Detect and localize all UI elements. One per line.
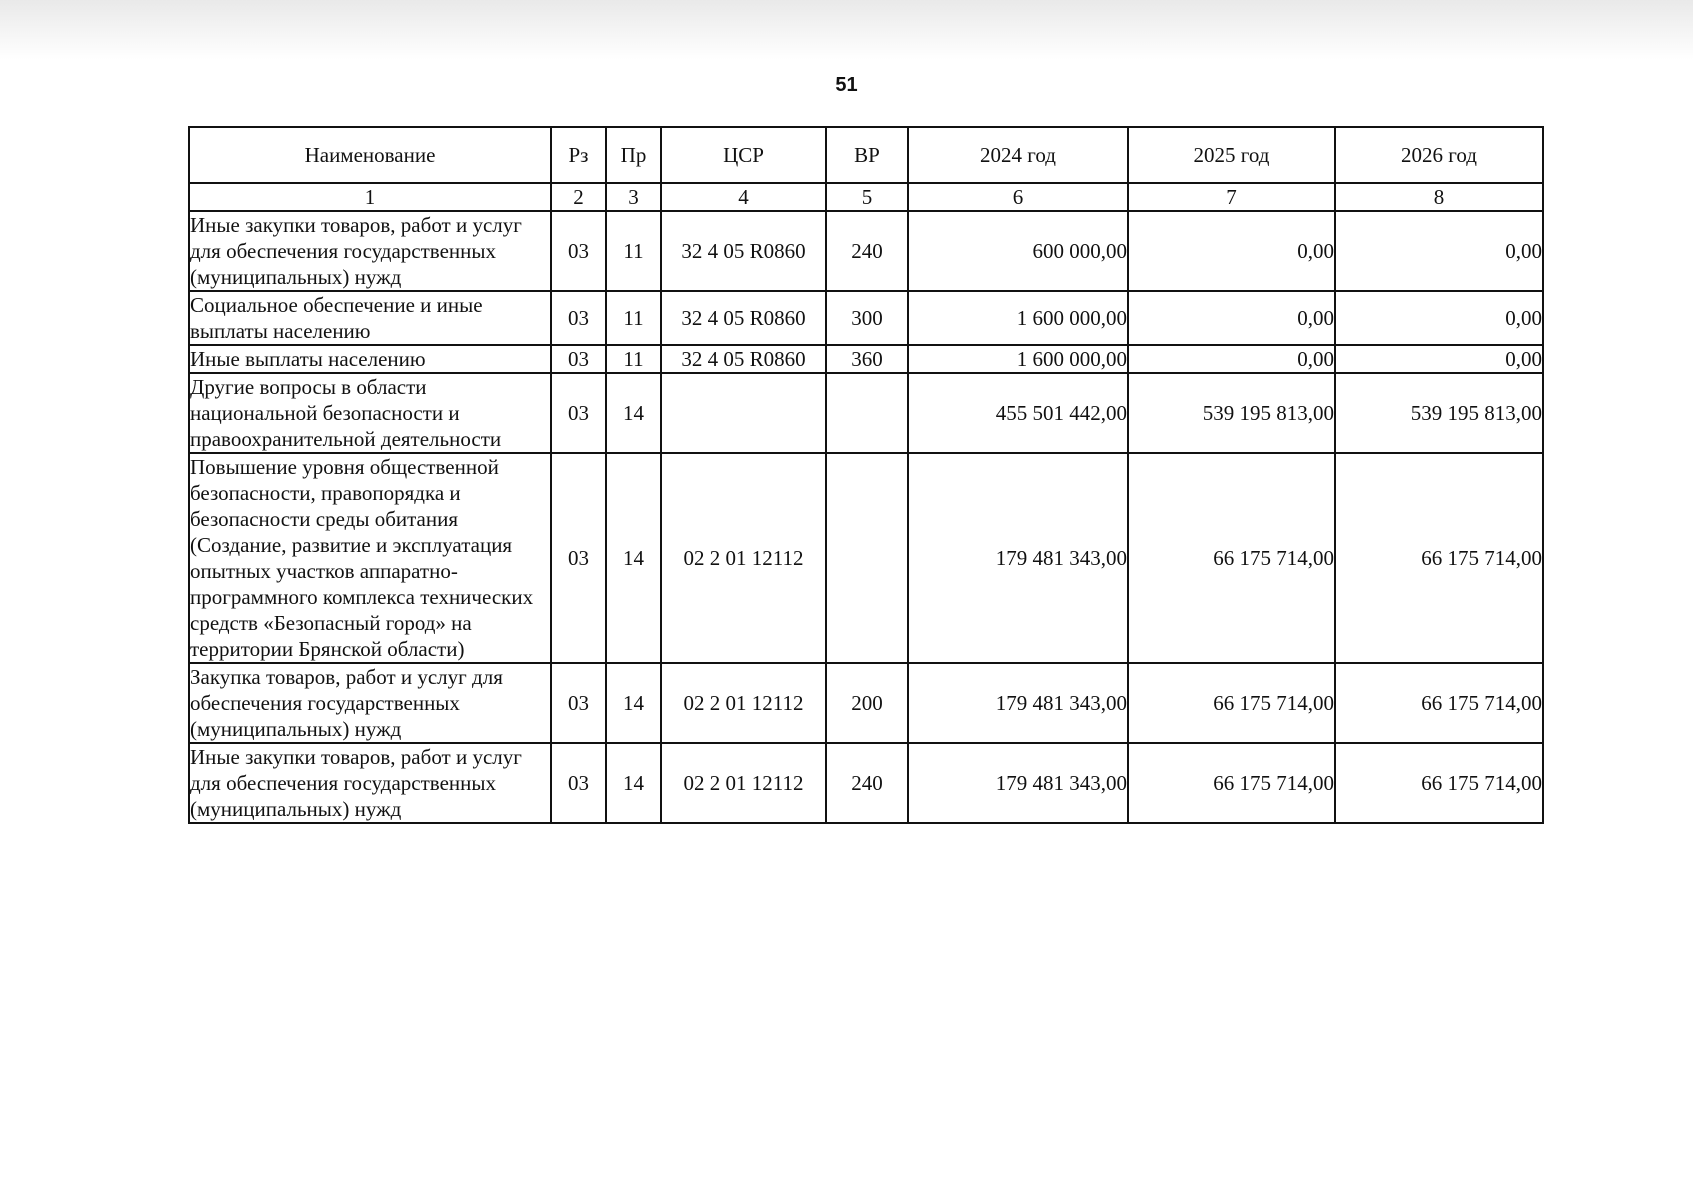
cell-2025: 539 195 813,00	[1128, 373, 1335, 453]
cell-2024: 1 600 000,00	[908, 345, 1128, 373]
cell-2025: 66 175 714,00	[1128, 663, 1335, 743]
cell-vr: 240	[826, 743, 908, 823]
cell-pr: 14	[606, 373, 661, 453]
cell-2024: 179 481 343,00	[908, 743, 1128, 823]
cell-pr: 11	[606, 211, 661, 291]
cell-vr: 240	[826, 211, 908, 291]
cell-rz: 03	[551, 345, 606, 373]
cell-vr	[826, 453, 908, 663]
column-index: 7	[1128, 183, 1335, 211]
cell-name: Закупка товаров, работ и услуг для обеспечения государственных (муниципальных) нужд	[189, 663, 551, 743]
cell-vr: 200	[826, 663, 908, 743]
cell-2024: 455 501 442,00	[908, 373, 1128, 453]
cell-2026: 66 175 714,00	[1335, 453, 1543, 663]
cell-2026: 0,00	[1335, 291, 1543, 345]
cell-vr: 300	[826, 291, 908, 345]
cell-name: Иные выплаты населению	[189, 345, 551, 373]
cell-pr: 11	[606, 345, 661, 373]
cell-2025: 66 175 714,00	[1128, 453, 1335, 663]
cell-csr: 32 4 05 R0860	[661, 291, 826, 345]
header-2025: 2025 год	[1128, 127, 1335, 183]
column-index: 3	[606, 183, 661, 211]
column-index: 1	[189, 183, 551, 211]
cell-csr: 02 2 01 12112	[661, 663, 826, 743]
cell-2026: 66 175 714,00	[1335, 743, 1543, 823]
cell-2025: 0,00	[1128, 211, 1335, 291]
cell-name: Иные закупки товаров, работ и услуг для обеспечения государственных (муниципальных) нужд	[189, 211, 551, 291]
header-name: Наименование	[189, 127, 551, 183]
cell-name: Иные закупки товаров, работ и услуг для обеспечения государственных (муниципальных) нужд	[189, 743, 551, 823]
cell-vr	[826, 373, 908, 453]
cell-rz: 03	[551, 291, 606, 345]
column-index: 5	[826, 183, 908, 211]
header-row	[189, 127, 1543, 183]
cell-csr: 32 4 05 R0860	[661, 211, 826, 291]
table-row	[189, 373, 1543, 453]
cell-2026: 539 195 813,00	[1335, 373, 1543, 453]
cell-name: Социальное обеспечение и иные выплаты населению	[189, 291, 551, 345]
table-row	[189, 663, 1543, 743]
cell-pr: 14	[606, 663, 661, 743]
cell-vr: 360	[826, 345, 908, 373]
cell-rz: 03	[551, 211, 606, 291]
cell-2024: 179 481 343,00	[908, 453, 1128, 663]
page-number: 51	[835, 74, 858, 96]
cell-csr: 02 2 01 12112	[661, 743, 826, 823]
table-row	[189, 453, 1543, 663]
cell-2024: 600 000,00	[908, 211, 1128, 291]
cell-name: Повышение уровня общественной безопасности, правопорядка и безопасности среды обитания (Создание, развитие и эксплуатация опытных участков аппаратно-программного комплекса технических средств «Безопасный город» на территории Брянской области)	[189, 453, 551, 663]
header-pr: Пр	[606, 127, 661, 183]
table-row	[189, 345, 1543, 373]
cell-rz: 03	[551, 373, 606, 453]
header-rz: Рз	[551, 127, 606, 183]
cell-2026: 0,00	[1335, 211, 1543, 291]
cell-pr: 11	[606, 291, 661, 345]
cell-csr: 32 4 05 R0860	[661, 345, 826, 373]
cell-2024: 179 481 343,00	[908, 663, 1128, 743]
cell-csr: 02 2 01 12112	[661, 453, 826, 663]
header-2024: 2024 год	[908, 127, 1128, 183]
cell-csr	[661, 373, 826, 453]
column-index-row	[189, 183, 1543, 211]
column-index: 2	[551, 183, 606, 211]
header-csr: ЦСР	[661, 127, 826, 183]
scan-shadow	[0, 0, 1693, 60]
cell-2025: 0,00	[1128, 345, 1335, 373]
cell-2026: 0,00	[1335, 345, 1543, 373]
cell-rz: 03	[551, 453, 606, 663]
cell-pr: 14	[606, 743, 661, 823]
cell-2025: 66 175 714,00	[1128, 743, 1335, 823]
table-row	[189, 743, 1543, 823]
cell-2024: 1 600 000,00	[908, 291, 1128, 345]
cell-2025: 0,00	[1128, 291, 1335, 345]
column-index: 6	[908, 183, 1128, 211]
cell-rz: 03	[551, 743, 606, 823]
cell-pr: 14	[606, 453, 661, 663]
column-index: 4	[661, 183, 826, 211]
budget-table	[188, 126, 1544, 824]
header-vr: ВР	[826, 127, 908, 183]
column-index: 8	[1335, 183, 1543, 211]
cell-2026: 66 175 714,00	[1335, 663, 1543, 743]
cell-rz: 03	[551, 663, 606, 743]
cell-name: Другие вопросы в области национальной безопасности и правоохранительной деятельности	[189, 373, 551, 453]
table-row	[189, 211, 1543, 291]
header-2026: 2026 год	[1335, 127, 1543, 183]
table-row	[189, 291, 1543, 345]
